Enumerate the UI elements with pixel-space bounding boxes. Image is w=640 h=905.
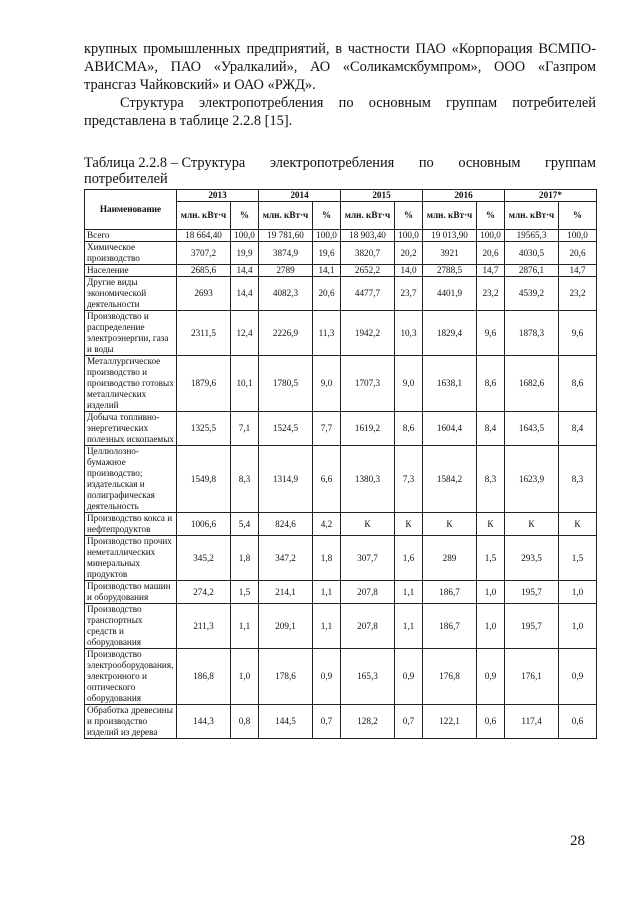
value-cell: 144,3 <box>177 705 231 739</box>
percent-cell: 8,6 <box>559 356 597 412</box>
value-cell: 3874,9 <box>259 242 313 265</box>
value-cell: 3820,7 <box>341 242 395 265</box>
table-row <box>85 311 597 356</box>
value-cell: 1604,4 <box>423 412 477 446</box>
percent-cell: 19,6 <box>313 242 341 265</box>
percent-cell: 0,9 <box>559 649 597 705</box>
table-row <box>85 242 597 265</box>
percent-cell: 100,0 <box>559 230 597 242</box>
table-row <box>85 581 597 604</box>
value-cell: 1524,5 <box>259 412 313 446</box>
value-cell: 214,1 <box>259 581 313 604</box>
percent-cell: 6,6 <box>313 446 341 513</box>
year-header: 2013 <box>177 190 259 202</box>
percent-cell: 14,7 <box>477 265 505 277</box>
value-cell: 128,2 <box>341 705 395 739</box>
value-cell: 4401,9 <box>423 277 477 311</box>
caption-word: основным <box>458 155 521 171</box>
value-cell: 1623,9 <box>505 446 559 513</box>
percent-cell: 14,7 <box>559 265 597 277</box>
caption-word: Таблица 2.2.8 – Структура <box>84 155 246 171</box>
value-cell: 1619,2 <box>341 412 395 446</box>
percent-cell: 10,1 <box>231 356 259 412</box>
value-cell: 1682,6 <box>505 356 559 412</box>
table-row <box>85 604 597 649</box>
percent-cell: 0,7 <box>313 705 341 739</box>
percent-cell: 23,2 <box>477 277 505 311</box>
unit-header: млн. кВт·ч <box>423 202 477 230</box>
percent-cell: 8,3 <box>559 446 597 513</box>
value-cell: К <box>341 513 395 536</box>
value-cell: 289 <box>423 536 477 581</box>
value-cell: 2311,5 <box>177 311 231 356</box>
caption-word: электропотребления <box>269 155 395 171</box>
value-cell: 207,8 <box>341 581 395 604</box>
percent-cell: 23,7 <box>395 277 423 311</box>
row-name: Население <box>85 265 177 277</box>
value-cell: 1707,3 <box>341 356 395 412</box>
value-cell: 1584,2 <box>423 446 477 513</box>
percent-cell: 12,4 <box>231 311 259 356</box>
value-cell: 2685,6 <box>177 265 231 277</box>
percent-cell: 20,2 <box>395 242 423 265</box>
value-cell: 1380,3 <box>341 446 395 513</box>
value-cell: 307,7 <box>341 536 395 581</box>
percent-cell: 100,0 <box>477 230 505 242</box>
value-cell: 186,7 <box>423 581 477 604</box>
value-cell: 18 664,40 <box>177 230 231 242</box>
percent-cell: 1,0 <box>559 604 597 649</box>
value-cell: 176,8 <box>423 649 477 705</box>
year-header: 2015 <box>341 190 423 202</box>
value-cell: 2876,1 <box>505 265 559 277</box>
percent-cell: К <box>477 513 505 536</box>
percent-cell: 100,0 <box>231 230 259 242</box>
unit-header: % <box>313 202 341 230</box>
value-cell: 3707,2 <box>177 242 231 265</box>
value-cell: 211,3 <box>177 604 231 649</box>
percent-cell: 1,1 <box>231 604 259 649</box>
table-row <box>85 446 597 513</box>
percent-cell: 14,1 <box>313 265 341 277</box>
percent-cell: 1,0 <box>477 604 505 649</box>
value-cell: 1314,9 <box>259 446 313 513</box>
percent-cell: 8,3 <box>231 446 259 513</box>
row-name: Производство кокса и нефтепродуктов <box>85 513 177 536</box>
unit-header: % <box>477 202 505 230</box>
unit-header: % <box>231 202 259 230</box>
percent-cell: 1,0 <box>231 649 259 705</box>
percent-cell: 1,8 <box>313 536 341 581</box>
percent-cell: 100,0 <box>313 230 341 242</box>
consumption-table <box>84 189 597 739</box>
table-caption <box>84 155 596 187</box>
percent-cell: 100,0 <box>395 230 423 242</box>
percent-cell: 1,1 <box>313 604 341 649</box>
value-cell: 117,4 <box>505 705 559 739</box>
percent-cell: 14,0 <box>395 265 423 277</box>
row-name: Производство электрооборудования, электронного и оптического оборудования <box>85 649 177 705</box>
value-cell: 186,7 <box>423 604 477 649</box>
percent-cell: 9,6 <box>477 311 505 356</box>
percent-cell: 0,9 <box>395 649 423 705</box>
table-row <box>85 412 597 446</box>
percent-cell: 1,5 <box>559 536 597 581</box>
value-cell: 144,5 <box>259 705 313 739</box>
unit-header: млн. кВт·ч <box>177 202 231 230</box>
percent-cell: 8,4 <box>559 412 597 446</box>
row-name: Производство прочих неметаллических минеральных продуктов <box>85 536 177 581</box>
percent-cell: 7,3 <box>395 446 423 513</box>
percent-cell: 9,6 <box>559 311 597 356</box>
table-row <box>85 356 597 412</box>
row-name: Металлургическое производство и производство готовых металлических изделий <box>85 356 177 412</box>
unit-header: млн. кВт·ч <box>505 202 559 230</box>
value-cell: 1549,8 <box>177 446 231 513</box>
value-cell: 209,1 <box>259 604 313 649</box>
value-cell: 18 903,40 <box>341 230 395 242</box>
table-row <box>85 513 597 536</box>
value-cell: 19 013,90 <box>423 230 477 242</box>
percent-cell: 1,8 <box>231 536 259 581</box>
caption-word: по <box>418 155 434 171</box>
percent-cell: 0,9 <box>477 649 505 705</box>
row-name: Целлюлозно-бумажное производство; издательская и полиграфическая деятельность <box>85 446 177 513</box>
table-row <box>85 265 597 277</box>
percent-cell: 1,6 <box>395 536 423 581</box>
percent-cell: 0,6 <box>559 705 597 739</box>
value-cell: 4477,7 <box>341 277 395 311</box>
percent-cell: 1,0 <box>477 581 505 604</box>
value-cell: 176,1 <box>505 649 559 705</box>
value-cell: 1780,5 <box>259 356 313 412</box>
percent-cell: К <box>559 513 597 536</box>
value-cell: 122,1 <box>423 705 477 739</box>
document-page <box>84 40 596 739</box>
value-cell: 1638,1 <box>423 356 477 412</box>
row-name: Производство транспортных средств и оборудования <box>85 604 177 649</box>
body-paragraph-1: крупных промышленных предприятий, в частности ПАО «Корпорация ВСМПО-АВИСМА», ПАО «Уралкалий», АО «Соликамскбумпром», ООО «Газпром трансгаз Чайковский» и ОАО «РЖД». <box>84 41 596 93</box>
value-cell: 2693 <box>177 277 231 311</box>
table-row <box>85 536 597 581</box>
value-cell: 4082,3 <box>259 277 313 311</box>
row-name: Обработка древесины и производство изделий из дерева <box>85 705 177 739</box>
value-cell: 186,8 <box>177 649 231 705</box>
value-cell: К <box>423 513 477 536</box>
percent-cell: 8,6 <box>477 356 505 412</box>
unit-header: % <box>395 202 423 230</box>
value-cell: К <box>505 513 559 536</box>
percent-cell: 19,9 <box>231 242 259 265</box>
percent-cell: 1,1 <box>395 604 423 649</box>
value-cell: 1942,2 <box>341 311 395 356</box>
caption-word: группам <box>545 155 596 171</box>
percent-cell: 23,2 <box>559 277 597 311</box>
percent-cell: 20,6 <box>559 242 597 265</box>
value-cell: 347,2 <box>259 536 313 581</box>
value-cell: 274,2 <box>177 581 231 604</box>
row-name: Производство и распределение электроэнергии, газа и воды <box>85 311 177 356</box>
percent-cell: 8,6 <box>395 412 423 446</box>
value-cell: 2226,9 <box>259 311 313 356</box>
unit-header: млн. кВт·ч <box>259 202 313 230</box>
value-cell: 4539,2 <box>505 277 559 311</box>
value-cell: 824,6 <box>259 513 313 536</box>
row-name: Добыча топливно-энергетических полезных ископаемых <box>85 412 177 446</box>
percent-cell: 20,6 <box>477 242 505 265</box>
row-name: Всего <box>85 230 177 242</box>
value-cell: 19 781,60 <box>259 230 313 242</box>
value-cell: 195,7 <box>505 581 559 604</box>
percent-cell: 0,8 <box>231 705 259 739</box>
value-cell: 1829,4 <box>423 311 477 356</box>
value-cell: 19565,3 <box>505 230 559 242</box>
value-cell: 165,3 <box>341 649 395 705</box>
year-header: 2016 <box>423 190 505 202</box>
body-paragraph-2: Структура электропотребления по основным группам потребителей представлена в таблице 2.2.8 [15]. <box>84 95 596 129</box>
percent-cell: 7,1 <box>231 412 259 446</box>
percent-cell: 14,4 <box>231 277 259 311</box>
caption-line-2: потребителей <box>84 171 168 187</box>
percent-cell: 1,1 <box>313 581 341 604</box>
unit-header: млн. кВт·ч <box>341 202 395 230</box>
percent-cell: 20,6 <box>313 277 341 311</box>
percent-cell: 8,3 <box>477 446 505 513</box>
table-row <box>85 649 597 705</box>
value-cell: 345,2 <box>177 536 231 581</box>
percent-cell: 9,0 <box>395 356 423 412</box>
year-header-row <box>85 190 597 202</box>
table-row <box>85 705 597 739</box>
value-cell: 1325,5 <box>177 412 231 446</box>
value-cell: 1879,6 <box>177 356 231 412</box>
value-cell: 1878,3 <box>505 311 559 356</box>
value-cell: 4030,5 <box>505 242 559 265</box>
table-row <box>85 277 597 311</box>
value-cell: 2652,2 <box>341 265 395 277</box>
percent-cell: 4,2 <box>313 513 341 536</box>
row-name: Другие виды экономической деятельности <box>85 277 177 311</box>
year-header: 2014 <box>259 190 341 202</box>
percent-cell: 1,0 <box>559 581 597 604</box>
percent-cell: 10,3 <box>395 311 423 356</box>
percent-cell: 0,9 <box>313 649 341 705</box>
value-cell: 195,7 <box>505 604 559 649</box>
percent-cell: 9,0 <box>313 356 341 412</box>
value-cell: 3921 <box>423 242 477 265</box>
percent-cell: 1,1 <box>395 581 423 604</box>
name-header: Наименование <box>85 190 177 230</box>
year-header: 2017* <box>505 190 597 202</box>
percent-cell: К <box>395 513 423 536</box>
value-cell: 2789 <box>259 265 313 277</box>
percent-cell: 11,3 <box>313 311 341 356</box>
value-cell: 2788,5 <box>423 265 477 277</box>
percent-cell: 0,6 <box>477 705 505 739</box>
percent-cell: 1,5 <box>477 536 505 581</box>
value-cell: 1643,5 <box>505 412 559 446</box>
percent-cell: 7,7 <box>313 412 341 446</box>
percent-cell: 0,7 <box>395 705 423 739</box>
value-cell: 293,5 <box>505 536 559 581</box>
row-name: Химическое производство <box>85 242 177 265</box>
value-cell: 207,8 <box>341 604 395 649</box>
percent-cell: 14,4 <box>231 265 259 277</box>
value-cell: 1006,6 <box>177 513 231 536</box>
row-name: Производство машин и оборудования <box>85 581 177 604</box>
value-cell: 178,6 <box>259 649 313 705</box>
page-number: 28 <box>570 833 585 849</box>
table-row <box>85 230 597 242</box>
unit-header: % <box>559 202 597 230</box>
percent-cell: 5,4 <box>231 513 259 536</box>
percent-cell: 8,4 <box>477 412 505 446</box>
percent-cell: 1,5 <box>231 581 259 604</box>
